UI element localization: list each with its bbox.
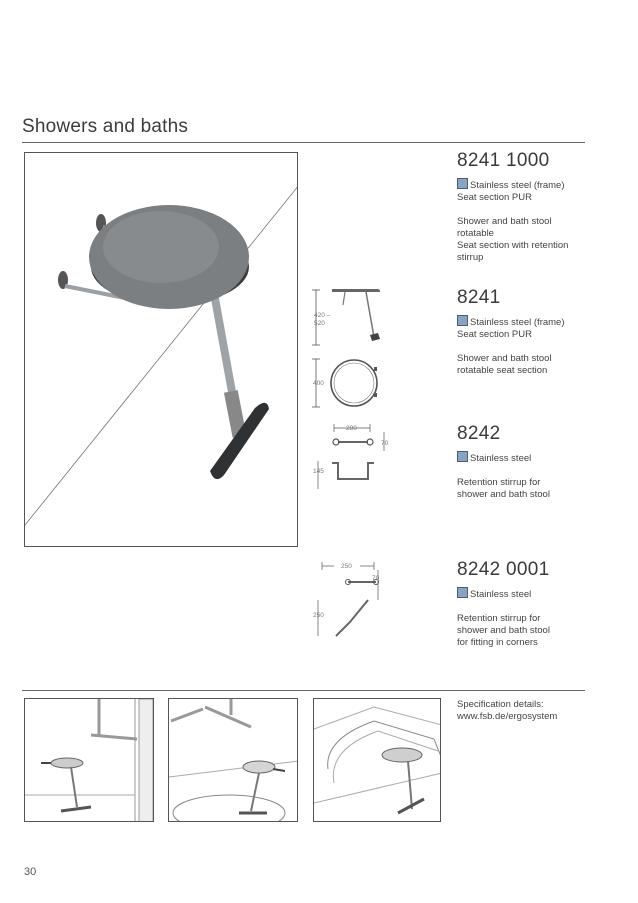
product-number: 8242 0001 — [457, 559, 550, 580]
material-line — [457, 315, 632, 329]
technical-drawing-8242-0001 — [310, 560, 390, 640]
desc-line: Retention stirrup for — [457, 477, 541, 488]
material-text: Stainless steel — [470, 453, 532, 464]
specification-link[interactable]: www.fsb.de/ergosystem — [457, 711, 558, 722]
desc-line: Shower and bath stool — [457, 353, 552, 364]
material-line — [457, 587, 632, 601]
page-number: 30 — [24, 866, 37, 878]
dim-8242-width: 280 — [346, 425, 357, 432]
bathroom-photo-1 — [24, 698, 154, 822]
material-line — [457, 178, 632, 192]
desc-line: Seat section with retention — [457, 240, 569, 251]
material-line — [457, 451, 632, 465]
material-swatch-icon — [457, 451, 468, 462]
section-title: Showers and baths — [22, 116, 189, 137]
desc-line: rotatable — [457, 228, 494, 239]
desc-line: stirrup — [457, 252, 484, 263]
material-secondary: Seat section PUR — [457, 329, 532, 340]
desc-line: shower and bath stool — [457, 489, 550, 500]
material-swatch-icon — [457, 587, 468, 598]
desc-line: rotatable seat section — [457, 365, 548, 376]
product-8241 — [457, 287, 632, 377]
product-number: 8241 — [457, 287, 501, 308]
material-text: Stainless steel (frame) — [470, 180, 565, 191]
product-8241-1000 — [457, 150, 632, 264]
desc-line: Retention stirrup for — [457, 613, 541, 624]
material-swatch-icon — [457, 178, 468, 189]
desc-line: shower and bath stool — [457, 625, 550, 636]
dim-8241-height: 420 – — [314, 312, 331, 319]
dim-82420001-width: 250 — [341, 563, 352, 570]
dim-82420001-depth: 70 — [372, 575, 380, 582]
desc-line: for fitting in corners — [457, 637, 538, 648]
material-text: Stainless steel — [470, 589, 532, 600]
dim-8241-diameter: 400 — [313, 380, 324, 387]
material-swatch-icon — [457, 315, 468, 326]
product-8242-0001 — [457, 559, 632, 649]
main-product-photo — [24, 152, 298, 547]
specification-label: Specification details: — [457, 699, 544, 710]
dim-8242-height: 145 — [313, 468, 324, 475]
material-secondary: Seat section PUR — [457, 192, 532, 203]
bottom-rule — [22, 690, 585, 691]
product-number: 8241 1000 — [457, 150, 550, 171]
material-text: Stainless steel (frame) — [470, 317, 565, 328]
bathroom-photo-3 — [313, 698, 441, 822]
bathroom-photo-2 — [168, 698, 298, 822]
title-rule — [22, 142, 585, 143]
dim-8241-height-2: 520 — [314, 320, 325, 327]
desc-line: Shower and bath stool — [457, 216, 552, 227]
product-8242 — [457, 423, 632, 501]
dim-8242-depth: 70 — [381, 440, 389, 447]
dim-82420001-height: 250 — [313, 612, 324, 619]
product-number: 8242 — [457, 423, 501, 444]
